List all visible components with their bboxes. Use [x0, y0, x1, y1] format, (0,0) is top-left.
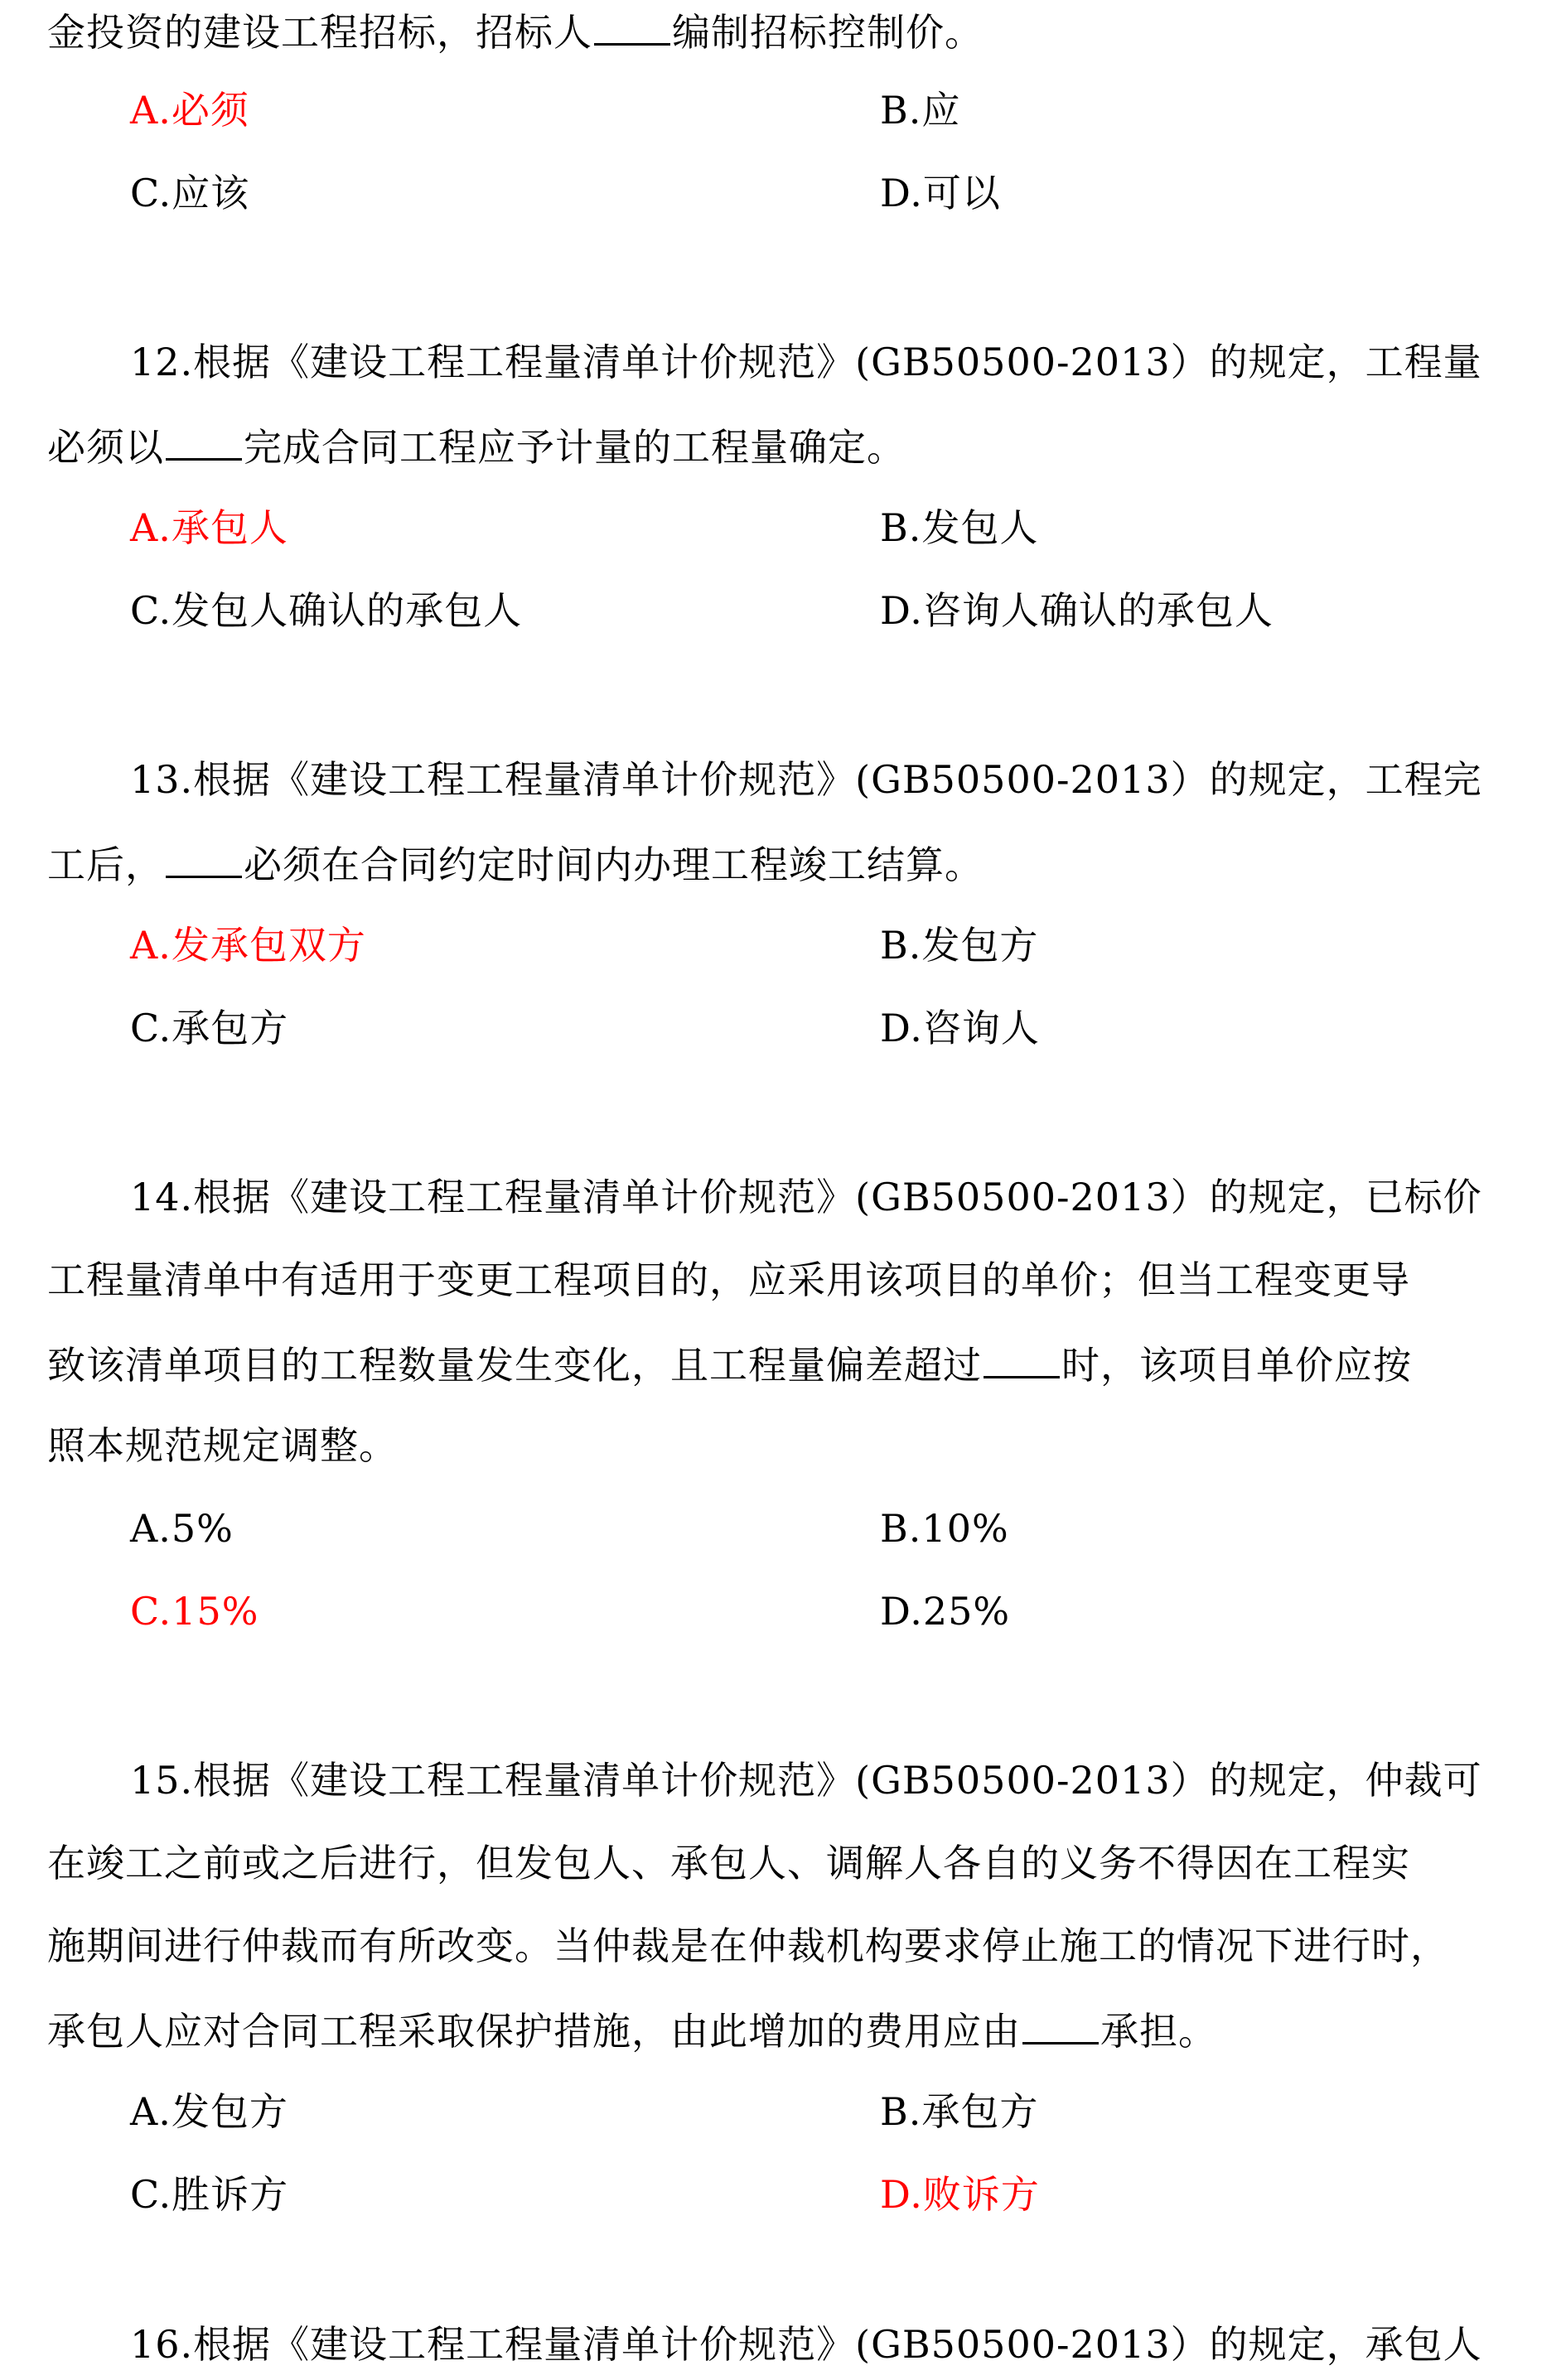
q14-option-b: B.10%	[880, 1506, 1009, 1551]
q12-stem-text-before: 必须以	[47, 425, 164, 470]
q14-option-d: D.25%	[880, 1589, 1011, 1634]
q15-stem-line-2: 在竣工之前或之后进行，但发包人、承包人、调解人各自的义务不得因在工程实	[47, 1841, 1410, 1885]
q11-option-a: A.必须	[130, 88, 249, 133]
q11-stem-line	[47, 5, 1522, 55]
q15-option-a: A.发包方	[130, 2089, 288, 2134]
q14-option-a: A.5%	[130, 1506, 234, 1551]
q11-option-b: B.应	[880, 88, 961, 133]
q13-stem-line-1: 13.根据《建设工程工程量清单计价规范》(GB50500-2013）的规定，工程完	[130, 757, 1482, 802]
q13-stem-text-before: 工后，	[47, 842, 164, 887]
q16-stem-line-1: 16.根据《建设工程工程量清单计价规范》(GB50500-2013）的规定，承包人	[130, 2322, 1482, 2367]
q13-option-b: B.发包方	[880, 923, 1039, 968]
answer-blank	[166, 838, 242, 878]
q12-option-a: A.承包人	[130, 505, 288, 550]
q15-option-c: C.胜诉方	[130, 2172, 289, 2217]
q14-option-c: C.15%	[130, 1589, 259, 1634]
q11-option-d: D.可以	[880, 171, 1001, 215]
q12-stem-line-2	[47, 420, 1522, 470]
q14-stem-line-4: 照本规范规定调整。	[47, 1423, 398, 1468]
q13-option-a: A.发承包双方	[130, 923, 366, 968]
q14-stem-line-3	[47, 1338, 1522, 1388]
q14-stem-line-1: 14.根据《建设工程工程量清单计价规范》(GB50500-2013）的规定，已标价	[130, 1175, 1482, 1219]
answer-blank	[594, 5, 670, 46]
q11-stem-text-after: 编制招标控制价。	[672, 10, 984, 55]
q13-stem-text-after: 必须在合同约定时间内办理工程竣工结算。	[244, 842, 984, 887]
q12-stem-text-after: 完成合同工程应予计量的工程量确定。	[244, 425, 906, 470]
q11-option-c: C.应该	[130, 171, 250, 215]
q15-stem-line-1: 15.根据《建设工程工程量清单计价规范》(GB50500-2013）的规定，仲裁可	[130, 1758, 1482, 1803]
answer-blank	[166, 420, 242, 461]
q15-option-b: B.承包方	[880, 2089, 1039, 2134]
q15-stem-text-before: 承包人应对合同工程采取保护措施，由此增加的费用应由	[47, 2009, 1021, 2054]
answer-blank	[1022, 2004, 1099, 2044]
q12-option-d: D.咨询人确认的承包人	[880, 588, 1274, 633]
q13-stem-line-2	[47, 838, 1522, 887]
q14-stem-text-before: 致该清单项目的工程数量发生变化，且工程量偏差超过	[47, 1343, 982, 1388]
answer-blank	[984, 1338, 1060, 1378]
q14-stem-text-after: 时，该项目单价应按	[1061, 1343, 1412, 1388]
q13-option-c: C.承包方	[130, 1006, 289, 1050]
q15-stem-text-after: 承担。	[1100, 2009, 1217, 2054]
q14-stem-line-2: 工程量清单中有适用于变更工程项目的，应采用该项目的单价；但当工程变更导	[47, 1258, 1410, 1302]
q12-stem-line-1: 12.根据《建设工程工程量清单计价规范》(GB50500-2013）的规定，工程量	[130, 340, 1482, 384]
q12-option-c: C.发包人确认的承包人	[130, 588, 523, 633]
q15-stem-line-4	[47, 2004, 1522, 2054]
q15-stem-line-3: 施期间进行仲裁而有所改变。当仲裁是在仲裁机构要求停止施工的情况下进行时，	[47, 1924, 1449, 1968]
q11-stem-text-before: 金投资的建设工程招标，招标人	[47, 10, 592, 55]
q15-option-d: D.败诉方	[880, 2172, 1040, 2217]
q12-option-b: B.发包人	[880, 505, 1039, 550]
q13-option-d: D.咨询人	[880, 1006, 1040, 1050]
